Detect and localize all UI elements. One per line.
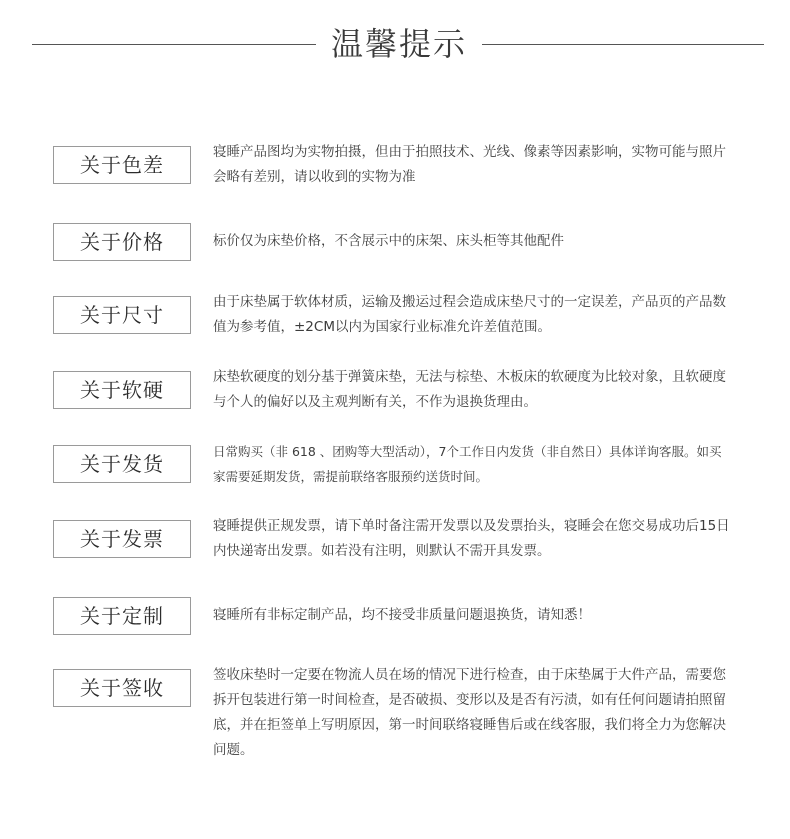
text-receipt: 签收床垫时一定要在物流人员在场的情况下进行检查，由于床垫属于大件产品，需要您拆开包装进行第一时间检查，是否破损、变形以及是否有污渍，如有任何问题请拍照留底，并在拒签单上写明原因，第一时间联络寝睡售后或在线客服，我们将全力为您解决问题。	[213, 667, 726, 758]
label-shipping: 关于发货	[53, 445, 191, 483]
label-firmness: 关于软硬	[53, 371, 191, 409]
text-invoice: 寝睡提供正规发票，请下单时备注需开发票以及发票抬头，寝睡会在您交易成功后15日内快递寄出发票。如若没有注明，则默认不需开具发票。	[213, 518, 730, 559]
header-divider-right	[482, 44, 764, 45]
label-color-difference: 关于色差	[53, 146, 191, 184]
header-divider-left	[32, 44, 316, 45]
label-invoice: 关于发票	[53, 520, 191, 558]
text-firmness: 床垫软硬度的划分基于弹簧床垫，无法与棕垫、木板床的软硬度为比较对象，且软硬度与个人的偏好以及主观判断有关，不作为退换货理由。	[213, 369, 726, 410]
text-color-difference: 寝睡产品图均为实物拍摄，但由于拍照技术、光线、像素等因素影响，实物可能与照片会略有差别，请以收到的实物为准	[213, 144, 726, 185]
label-size: 关于尺寸	[53, 296, 191, 334]
text-size: 由于床垫属于软体材质，运输及搬运过程会造成床垫尺寸的一定误差，产品页的产品数值为参考值，±2CM以内为国家行业标准允许差值范围。	[213, 294, 726, 335]
label-price: 关于价格	[53, 223, 191, 261]
text-shipping: 日常购买（非 618 、团购等大型活动），7个工作日内发货（非自然日）具体详询客服。如买家需要延期发货，需提前联络客服预约送货时间。	[213, 444, 722, 484]
page-title: 温馨提示	[330, 25, 467, 63]
label-custom: 关于定制	[53, 597, 191, 635]
text-price: 标价仅为床垫价格，不含展示中的床架、床头柜等其他配件	[213, 233, 564, 249]
page-header	[0, 18, 790, 70]
label-receipt: 关于签收	[53, 669, 191, 707]
text-custom: 寝睡所有非标定制产品，均不接受非质量问题退换货，请知悉！	[213, 607, 591, 623]
